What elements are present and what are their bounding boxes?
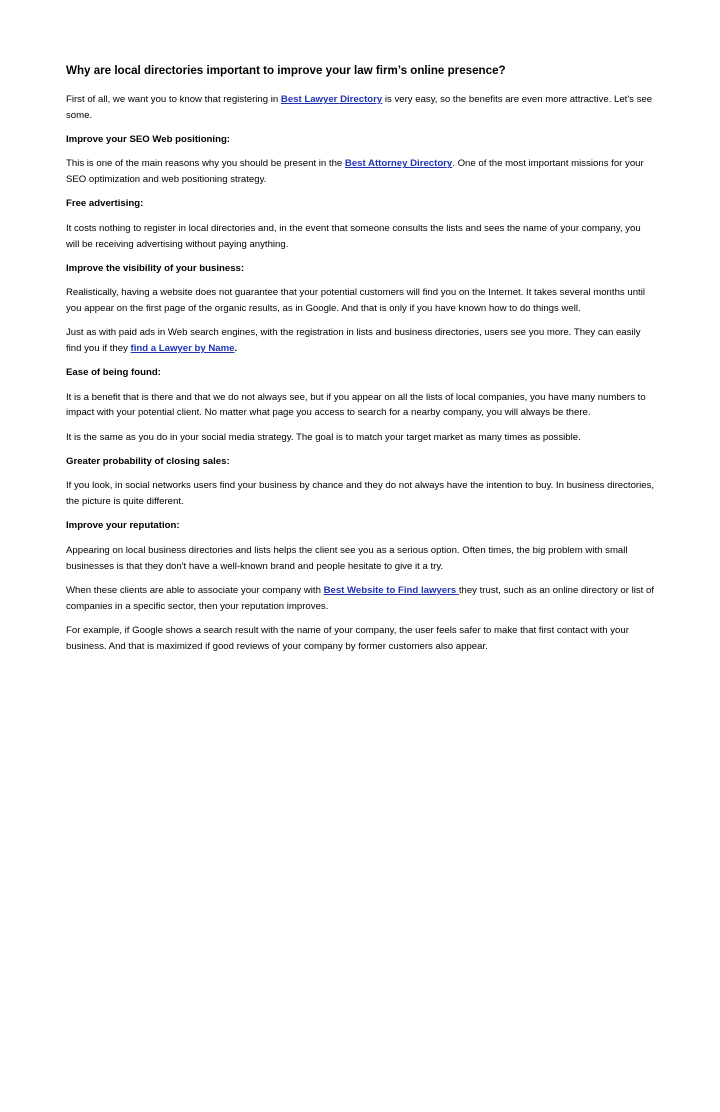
intro-text-after: is very easy, so the benefits are even more attractive. Let's see some.: [66, 94, 653, 121]
reputation-text-before: When these clients are able to associate your company with: [66, 584, 324, 596]
visibility-heading: Improve the visibility of your business:: [66, 262, 245, 274]
reputation-paragraph-3: For example, if Google shows a search result with the name of your company, the user feels safer to make that first contact with your business. And that is maximized if good reviews of your company by former customers also appear.: [66, 624, 629, 652]
visibility-paragraph-2: [66, 325, 656, 357]
reputation-text-after: they trust, such as an online directory or list of companies in a specific sector, then your reputation improves.: [66, 584, 654, 612]
advertising-paragraph: It costs nothing to register in local directories and, in the event that someone consults the lists and sees the name of your company, you will be receiving advertising without paying anything.: [66, 222, 641, 250]
closing-paragraph: If you look, in social networks users find your business by chance and they do not always have the intention to buy. In business directories, the picture is quite different.: [66, 480, 655, 508]
find-lawyer-by-name-link[interactable]: find a Lawyer by Name: [130, 343, 235, 355]
document-page: [66, 62, 656, 663]
seo-heading: Improve your SEO Web positioning:: [66, 134, 230, 146]
document-title: Why are local directories important to improve your law firm’s online presence?: [66, 64, 506, 77]
best-website-find-lawyers-link[interactable]: Best Website to Find lawyers: [323, 584, 459, 596]
intro-paragraph: [66, 92, 656, 124]
intro-text-before: First of all, we want you to know that registering in: [66, 94, 281, 105]
reputation-paragraph: Appearing on local business directories and lists helps the client see you as a serious option. Often times, the big problem with small businesses is that they don't have a well-known brand and people hesitate to give it a try.: [66, 544, 628, 572]
found-paragraph: It is a benefit that is there and that we do not always see, but if you appear on all the lists of local companies, you have many numbers to impact with your potential client. No matter what page you access to search for a nearby company, you will always be there.: [66, 391, 646, 419]
visibility-text-before: Just as with paid ads in Web search engines, with the registration in lists and business directories, users see you more. They can easily find you if they: [66, 327, 641, 355]
seo-paragraph: [66, 156, 656, 188]
seo-text-after: . One of the most important missions for your SEO optimization and web positioning strategy.: [66, 158, 644, 186]
visibility-text-after: .: [234, 343, 238, 355]
found-heading: Ease of being found:: [66, 367, 161, 379]
reputation-paragraph-2: [66, 583, 656, 615]
advertising-heading: Free advertising:: [66, 198, 144, 210]
best-lawyer-directory-link[interactable]: Best Lawyer Directory: [280, 94, 383, 105]
reputation-heading: Improve your reputation:: [66, 520, 180, 532]
visibility-paragraph: Realistically, having a website does not guarantee that your potential customers will find you on the Internet. It takes several months until you appear on the first page of the organic results, as in Google. And that is only if you have known how to do things well.: [66, 287, 645, 314]
seo-text-before: This is one of the main reasons why you should be present in the: [66, 158, 345, 170]
best-attorney-directory-link[interactable]: Best Attorney Directory: [344, 158, 453, 170]
found-paragraph-2: It is the same as you do in your social media strategy. The goal is to match your target market as many times as possible.: [66, 431, 581, 443]
closing-heading: Greater probability of closing sales:: [66, 456, 230, 468]
